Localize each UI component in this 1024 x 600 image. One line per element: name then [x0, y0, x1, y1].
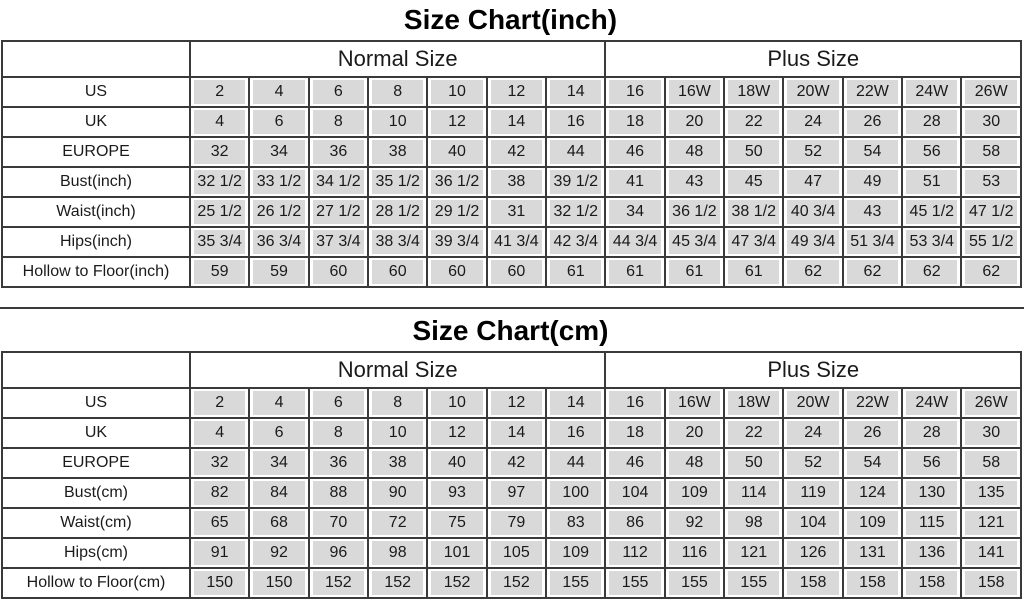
size-cell: 155: [724, 568, 783, 598]
size-cell: 47 1/2: [961, 197, 1021, 227]
size-cell: 24W: [902, 77, 961, 107]
size-cell: 93: [427, 478, 486, 508]
row-label: Bust(inch): [2, 167, 190, 197]
size-cell: 56: [902, 448, 961, 478]
size-cell: 152: [368, 568, 427, 598]
size-cell: 50: [724, 448, 783, 478]
size-cell: 60: [309, 257, 368, 287]
size-cell: 2: [190, 77, 249, 107]
size-cell: 52: [783, 137, 842, 167]
size-cell: 155: [605, 568, 664, 598]
size-cell: 4: [190, 418, 249, 448]
size-cell: 8: [309, 418, 368, 448]
size-cell: 10: [368, 418, 427, 448]
size-cell: 4: [249, 388, 308, 418]
size-cell: 45 3/4: [665, 227, 724, 257]
column-group-row: [2, 41, 1021, 77]
size-cell: 38 1/2: [724, 197, 783, 227]
size-cell: 121: [724, 538, 783, 568]
size-cell: 72: [368, 508, 427, 538]
size-cell: 112: [605, 538, 664, 568]
size-cell: 158: [902, 568, 961, 598]
size-cell: 152: [487, 568, 546, 598]
size-cell: 50: [724, 137, 783, 167]
size-cell: 37 3/4: [309, 227, 368, 257]
size-cell: 34: [605, 197, 664, 227]
size-cell: 24: [783, 418, 842, 448]
size-cell: 41 3/4: [487, 227, 546, 257]
size-cell: 6: [309, 388, 368, 418]
size-cell: 44 3/4: [605, 227, 664, 257]
size-cell: 48: [665, 137, 724, 167]
size-cell: 158: [783, 568, 842, 598]
size-cell: 135: [961, 478, 1021, 508]
size-cell: 29 1/2: [427, 197, 486, 227]
size-cell: 22W: [843, 77, 902, 107]
size-cell: 58: [961, 137, 1021, 167]
row-label: Bust(cm): [2, 478, 190, 508]
column-group-label: Plus Size: [605, 41, 1021, 77]
size-cell: 52: [783, 448, 842, 478]
size-chart-inch-title: Size Chart(inch): [403, 4, 618, 35]
size-cell: 36 3/4: [249, 227, 308, 257]
size-cell: 40 3/4: [783, 197, 842, 227]
size-cell: 62: [961, 257, 1021, 287]
size-cell: 34: [249, 448, 308, 478]
size-cell: 16: [605, 77, 664, 107]
size-cell: 82: [190, 478, 249, 508]
size-cell: 49: [843, 167, 902, 197]
size-cell: 150: [190, 568, 249, 598]
size-cell: 61: [546, 257, 605, 287]
table-row: [2, 137, 1021, 167]
size-cell: 96: [309, 538, 368, 568]
size-cell: 83: [546, 508, 605, 538]
size-cell: 26W: [961, 77, 1021, 107]
size-cell: 26 1/2: [249, 197, 308, 227]
size-cell: 36 1/2: [665, 197, 724, 227]
size-cell: 65: [190, 508, 249, 538]
table-row: [2, 388, 1021, 418]
size-cell: 61: [665, 257, 724, 287]
size-cell: 42: [487, 448, 546, 478]
size-cell: 150: [249, 568, 308, 598]
row-label: US: [2, 77, 190, 107]
size-cell: 40: [427, 137, 486, 167]
size-cell: 10: [427, 77, 486, 107]
table-row: [2, 227, 1021, 257]
size-cell: 59: [190, 257, 249, 287]
size-cell: 115: [902, 508, 961, 538]
size-cell: 124: [843, 478, 902, 508]
size-cell: 31: [487, 197, 546, 227]
size-cell: 20: [665, 107, 724, 137]
size-cell: 14: [546, 388, 605, 418]
size-cell: 126: [783, 538, 842, 568]
row-label: Hollow to Floor(cm): [2, 568, 190, 598]
size-cell: 91: [190, 538, 249, 568]
row-label: EUROPE: [2, 137, 190, 167]
table-row: [2, 478, 1021, 508]
size-cell: 75: [427, 508, 486, 538]
size-cell: 34: [249, 137, 308, 167]
size-cell: 34 1/2: [309, 167, 368, 197]
size-cell: 18W: [724, 388, 783, 418]
size-cell: 33 1/2: [249, 167, 308, 197]
size-cell: 22W: [843, 388, 902, 418]
size-cell: 8: [368, 388, 427, 418]
corner-cell: [2, 41, 190, 77]
size-cell: 130: [902, 478, 961, 508]
size-cell: 20W: [783, 77, 842, 107]
size-cell: 12: [427, 418, 486, 448]
size-cell: 84: [249, 478, 308, 508]
size-cell: 109: [546, 538, 605, 568]
size-cell: 39 3/4: [427, 227, 486, 257]
size-cell: 4: [249, 77, 308, 107]
size-cell: 55 1/2: [961, 227, 1021, 257]
size-cell: 98: [724, 508, 783, 538]
size-cell: 62: [783, 257, 842, 287]
size-cell: 98: [368, 538, 427, 568]
size-cell: 38: [368, 448, 427, 478]
size-cell: 36 1/2: [427, 167, 486, 197]
size-cell: 109: [843, 508, 902, 538]
table-row: [2, 448, 1021, 478]
size-cell: 104: [605, 478, 664, 508]
size-cell: 32 1/2: [190, 167, 249, 197]
size-cell: 35 1/2: [368, 167, 427, 197]
size-cell: 43: [843, 197, 902, 227]
table-row: [2, 568, 1021, 598]
row-label: Waist(inch): [2, 197, 190, 227]
row-label: EUROPE: [2, 448, 190, 478]
size-cell: 158: [961, 568, 1021, 598]
table-row: [2, 77, 1021, 107]
size-cell: 79: [487, 508, 546, 538]
size-cell: 16W: [665, 77, 724, 107]
size-cell: 16W: [665, 388, 724, 418]
row-label: Hollow to Floor(inch): [2, 257, 190, 287]
size-cell: 36: [309, 137, 368, 167]
size-cell: 30: [961, 107, 1021, 137]
size-chart-inch-table: [1, 40, 1022, 288]
size-cell: 24W: [902, 388, 961, 418]
table-row: [2, 167, 1021, 197]
size-cell: 109: [665, 478, 724, 508]
size-cell: 68: [249, 508, 308, 538]
size-cell: 53 3/4: [902, 227, 961, 257]
size-cell: 158: [843, 568, 902, 598]
size-cell: 45 1/2: [902, 197, 961, 227]
size-cell: 136: [902, 538, 961, 568]
size-cell: 28: [902, 107, 961, 137]
size-cell: 100: [546, 478, 605, 508]
size-cell: 45: [724, 167, 783, 197]
size-cell: 46: [605, 448, 664, 478]
size-chart-cm-table: [1, 351, 1022, 599]
size-cell: 30: [961, 418, 1021, 448]
size-cell: 42: [487, 137, 546, 167]
size-cell: 32 1/2: [546, 197, 605, 227]
size-cell: 36: [309, 448, 368, 478]
table-row: [2, 257, 1021, 287]
size-cell: 105: [487, 538, 546, 568]
size-cell: 46: [605, 137, 664, 167]
size-cell: 60: [427, 257, 486, 287]
size-cell: 14: [487, 418, 546, 448]
corner-cell: [2, 352, 190, 388]
size-cell: 26: [843, 107, 902, 137]
size-cell: 4: [190, 107, 249, 137]
size-cell: 35 3/4: [190, 227, 249, 257]
size-cell: 24: [783, 107, 842, 137]
size-cell: 26W: [961, 388, 1021, 418]
size-cell: 10: [427, 388, 486, 418]
size-cell: 152: [427, 568, 486, 598]
size-cell: 38: [368, 137, 427, 167]
table-row: [2, 418, 1021, 448]
size-cell: 39 1/2: [546, 167, 605, 197]
size-cell: 61: [605, 257, 664, 287]
size-cell: 62: [843, 257, 902, 287]
size-cell: 88: [309, 478, 368, 508]
size-chart-cm-title: Size Chart(cm): [412, 315, 609, 346]
size-cell: 155: [665, 568, 724, 598]
size-cell: 47: [783, 167, 842, 197]
column-group-label: Normal Size: [190, 41, 605, 77]
size-cell: 59: [249, 257, 308, 287]
size-cell: 22: [724, 107, 783, 137]
size-cell: 18: [605, 107, 664, 137]
size-cell: 20W: [783, 388, 842, 418]
size-cell: 61: [724, 257, 783, 287]
size-cell: 40: [427, 448, 486, 478]
size-cell: 38 3/4: [368, 227, 427, 257]
size-cell: 119: [783, 478, 842, 508]
size-cell: 16: [605, 388, 664, 418]
size-cell: 32: [190, 448, 249, 478]
size-cell: 116: [665, 538, 724, 568]
table-row: [2, 538, 1021, 568]
size-cell: 90: [368, 478, 427, 508]
size-cell: 16: [546, 418, 605, 448]
size-cell: 12: [487, 388, 546, 418]
size-cell: 14: [487, 107, 546, 137]
size-cell: 49 3/4: [783, 227, 842, 257]
size-cell: 54: [843, 448, 902, 478]
size-cell: 47 3/4: [724, 227, 783, 257]
column-group-label: Normal Size: [190, 352, 605, 388]
size-cell: 8: [309, 107, 368, 137]
size-cell: 51 3/4: [843, 227, 902, 257]
size-cell: 92: [249, 538, 308, 568]
size-cell: 101: [427, 538, 486, 568]
table-row: [2, 508, 1021, 538]
size-cell: 6: [249, 418, 308, 448]
size-cell: 92: [665, 508, 724, 538]
size-cell: 58: [961, 448, 1021, 478]
size-cell: 48: [665, 448, 724, 478]
size-cell: 51: [902, 167, 961, 197]
size-cell: 152: [309, 568, 368, 598]
size-cell: 70: [309, 508, 368, 538]
size-cell: 28 1/2: [368, 197, 427, 227]
size-cell: 28: [902, 418, 961, 448]
size-cell: 62: [902, 257, 961, 287]
size-cell: 53: [961, 167, 1021, 197]
size-cell: 22: [724, 418, 783, 448]
size-cell: 86: [605, 508, 664, 538]
row-label: US: [2, 388, 190, 418]
size-cell: 14: [546, 77, 605, 107]
size-cell: 20: [665, 418, 724, 448]
size-cell: 44: [546, 137, 605, 167]
column-group-label: Plus Size: [605, 352, 1021, 388]
row-label: UK: [2, 418, 190, 448]
size-cell: 131: [843, 538, 902, 568]
size-cell: 60: [368, 257, 427, 287]
size-cell: 18W: [724, 77, 783, 107]
size-cell: 155: [546, 568, 605, 598]
size-cell: 60: [487, 257, 546, 287]
size-cell: 43: [665, 167, 724, 197]
size-cell: 12: [487, 77, 546, 107]
row-label: Hips(cm): [2, 538, 190, 568]
row-label: Hips(inch): [2, 227, 190, 257]
size-cell: 12: [427, 107, 486, 137]
size-cell: 41: [605, 167, 664, 197]
size-cell: 56: [902, 137, 961, 167]
size-cell: 26: [843, 418, 902, 448]
size-cell: 6: [309, 77, 368, 107]
size-cell: 141: [961, 538, 1021, 568]
size-cell: 18: [605, 418, 664, 448]
size-cell: 42 3/4: [546, 227, 605, 257]
size-cell: 38: [487, 167, 546, 197]
row-label: Waist(cm): [2, 508, 190, 538]
size-cell: 97: [487, 478, 546, 508]
size-cell: 16: [546, 107, 605, 137]
size-cell: 54: [843, 137, 902, 167]
size-cell: 44: [546, 448, 605, 478]
size-cell: 27 1/2: [309, 197, 368, 227]
table-row: [2, 197, 1021, 227]
size-cell: 6: [249, 107, 308, 137]
size-cell: 114: [724, 478, 783, 508]
column-group-row: [2, 352, 1021, 388]
table-row: [2, 107, 1021, 137]
size-cell: 2: [190, 388, 249, 418]
size-cell: 25 1/2: [190, 197, 249, 227]
size-cell: 10: [368, 107, 427, 137]
size-cell: 121: [961, 508, 1021, 538]
size-cell: 8: [368, 77, 427, 107]
size-cell: 104: [783, 508, 842, 538]
row-label: UK: [2, 107, 190, 137]
size-cell: 32: [190, 137, 249, 167]
